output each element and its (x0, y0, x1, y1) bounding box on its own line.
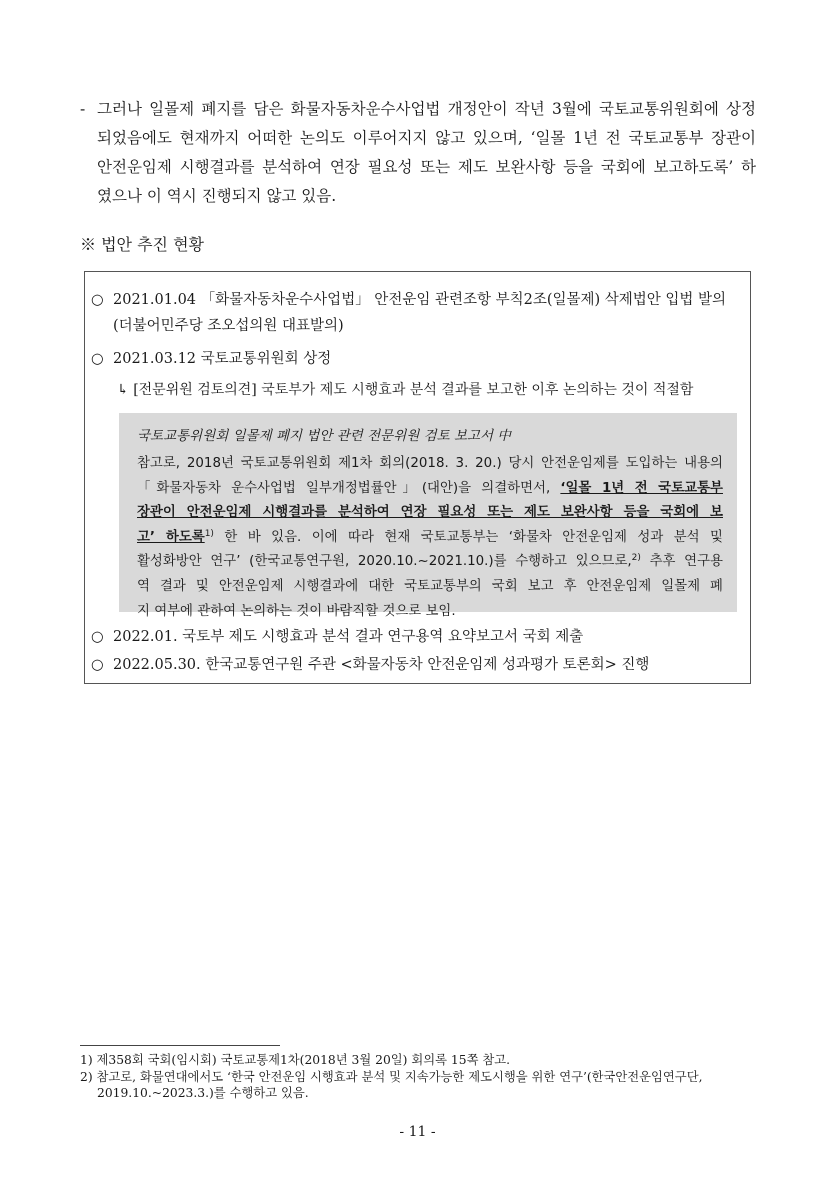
status-item-text: 2022.01. 국토부 제도 시행효과 분석 결과 연구용역 요약보고서 국회 제출 (113, 629, 584, 645)
review-opinion-text: [전문위원 검토의견] 국토부가 제도 시행효과 분석 결과를 보고한 이후 논의하는 것이 적절함 (133, 382, 694, 398)
arrow-icon: ↳ (117, 382, 129, 398)
status-item-4 (91, 652, 649, 678)
paragraph-line: 안전운임제 시행결과를 분석하여 연장 필요성 또는 제도 보완사항 등을 국회에 보고하도록’ 하 (97, 158, 756, 176)
circle-bullet-icon: ○ (91, 629, 104, 645)
footnote-2: 2) 참고로, 화물연대에서도 ‘한국 안전운임 시행효과 분석 및 지속가능한 제도시행을 위한 연구’(한국안전운임연구단, (80, 1069, 703, 1084)
review-line-underlined: 장관이 안전운임제 시행결과를 분석하여 연장 필요성 또는 제도 보완사항 등을 국회에 보 (137, 505, 723, 521)
footnote-2-cont: 2019.10.~2023.3.)를 수행하고 있음. (97, 1086, 309, 1100)
review-line-part: 활성화방안 연구’ (한국교통연구원, 2020.10.~2021.10.)를 수행하고 있으므로, (137, 554, 632, 570)
footnotes (80, 1052, 760, 1102)
review-line-part: 추후 연구용 (640, 554, 723, 570)
paragraph-line: 그러나 일몰제 폐지를 담은 화물자동차운수사업법 개정안이 작년 3월에 국토교통위원회에 상정 (97, 100, 756, 118)
status-item-1 (91, 287, 726, 339)
review-text (137, 452, 723, 624)
body-paragraph (80, 95, 756, 211)
bill-status-box (84, 271, 751, 684)
section-heading: ※ 법안 추진 현황 (80, 235, 204, 254)
status-item-text-cont: (더불어민주당 조오섭의원 대표발의) (113, 318, 344, 334)
status-item-text: 2021.01.04 「화물자동차운수사업법」 안전운임 관련조항 부칙2조(일몰제) 삭제법안 입법 발의 (113, 292, 727, 308)
review-line-part: 「화물자동차 운수사업법 일부개정법률안」(대안)을 의결하면서, (137, 480, 561, 496)
circle-bullet-icon: ○ (91, 351, 104, 367)
review-underlined: 고’ 하도록 (137, 529, 205, 545)
review-line-part: 한 바 있음. 이에 따라 현재 국토교통부는 ‘화물차 안전운임제 성과 분석 및 (213, 529, 723, 545)
footnote-1: 1) 제358회 국회(임시회) 국토교통제1차(2018년 3월 20일) 회의록 15쪽 참고. (80, 1053, 511, 1067)
page-number: - 11 - (399, 1124, 436, 1140)
review-title: 국토교통위원회 일몰제 폐지 법안 관련 전문위원 검토 보고서 中 (137, 428, 511, 444)
review-line (137, 550, 723, 575)
review-line: 참고로, 2018년 국토교통위원회 제1차 회의(2018. 3. 20.) 당시 안전운임제를 도입하는 내용의 (137, 456, 723, 471)
review-excerpt (119, 413, 737, 619)
status-item-2 (91, 346, 331, 372)
footnote-ref: 1) (204, 528, 214, 539)
review-opinion (117, 379, 693, 399)
review-line: 지 여부에 관하여 논의하는 것이 바람직할 것으로 보임. (137, 603, 456, 619)
paragraph-dash: - (80, 100, 86, 118)
review-line (137, 477, 723, 502)
status-item-3 (91, 624, 583, 650)
circle-bullet-icon: ○ (91, 292, 104, 308)
footnote-ref: 2) (631, 553, 641, 564)
status-item-text: 2021.03.12 국토교통위원회 상정 (113, 351, 332, 367)
status-item-text: 2022.05.30. 한국교통연구원 주관 <화물자동차 안전운임제 성과평가 토론회> 진행 (113, 657, 650, 673)
review-underlined: ‘일몰 1년 전 국토교통부 (560, 480, 723, 496)
review-line: 역 결과 및 안전운임제 시행결과에 대한 국토교통부의 국회 보고 후 안전운임제 일몰제 폐 (137, 578, 723, 594)
circle-bullet-icon: ○ (91, 657, 104, 673)
paragraph-line: 되었음에도 현재까지 어떠한 논의도 이루어지지 않고 있으며, ‘일몰 1년 전 국토교통부 장관이 (97, 129, 756, 147)
paragraph-line: 였으나 이 역시 진행되지 않고 있음. (97, 187, 337, 205)
review-line (137, 526, 723, 551)
footnote-divider (80, 1045, 280, 1046)
